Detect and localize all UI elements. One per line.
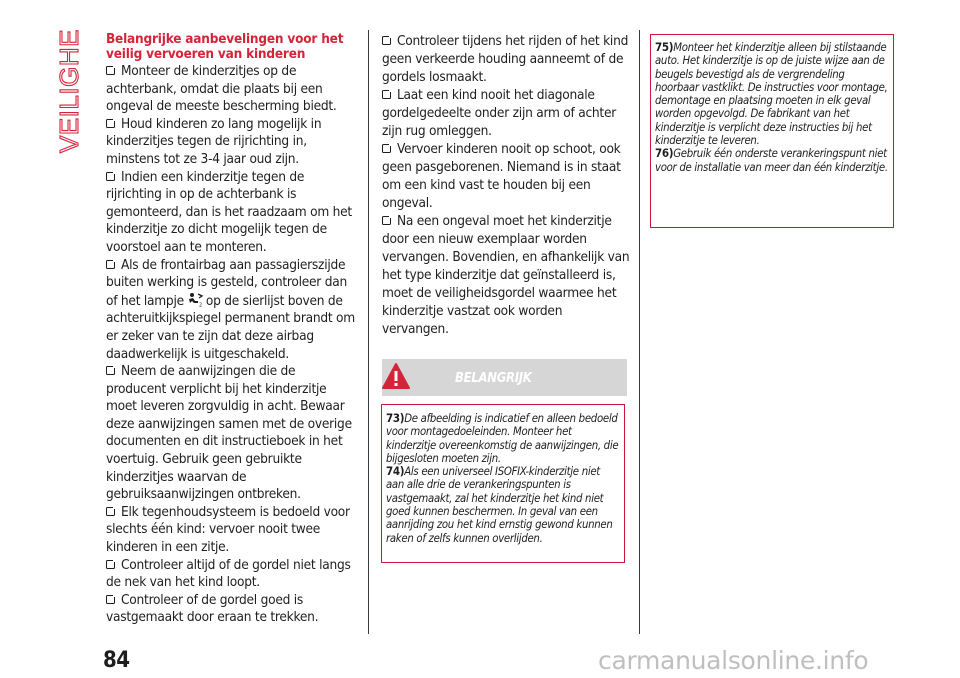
checkbox-icon bbox=[106, 366, 115, 375]
list-item bbox=[106, 63, 358, 116]
checkbox-icon bbox=[106, 119, 115, 128]
warning-title: BELANGRIJK bbox=[455, 371, 532, 386]
section-label-text: VEILIGHEID bbox=[54, 30, 84, 153]
list-item bbox=[106, 504, 358, 557]
item-text: Neem de aanwijzingen die de producent verplicht bij het kinderzitje moet leveren zorgvuldig in acht. Bewaar deze aanwijzingen samen met de overige documenten en dit instructieboek in het voertuig. Gebruik geen gebruikte kinderzitjes waarvan de gebruiksaanwijzingen ontbreken. bbox=[106, 363, 352, 503]
list-item bbox=[382, 212, 630, 338]
warning-note bbox=[386, 412, 619, 465]
heading-line: Belangrijke aanbevelingen voor het bbox=[106, 31, 344, 47]
note-number: 73) bbox=[386, 411, 405, 425]
checkbox-icon bbox=[382, 216, 391, 225]
item-text: Na een ongeval moet het kinderzitje door een nieuw exemplaar worden vervangen. Bovendien, en afhankelijk van het type kinderzitje dat geïnstalleerd is, moet de veiligheidsgordel waarmee het kinderzitje vastzat ook worden vervangen. bbox=[382, 213, 630, 337]
note-number: 76) bbox=[655, 146, 674, 161]
note-text: Monteer het kinderzitje alleen bij stilstaande auto. Het kinderzitje is op de juiste wijze aan de beugels bevestigd als de vergrendeling hoorbaar vastklikt. De instructies voor montage, demontage en plaatsing moeten in elk geval worden opgevolgd. De fabrikant van het kinderzitje is verplicht deze instructies bij het kinderzitje te leveren. bbox=[655, 41, 888, 148]
checkbox-icon bbox=[106, 172, 115, 181]
column-2 bbox=[382, 32, 630, 338]
note-number: 75) bbox=[655, 40, 674, 54]
list-item bbox=[106, 557, 358, 592]
checkbox-icon bbox=[382, 90, 391, 99]
item-text: Indien een kinderzitje tegen de rijrichting in op de achterbank is gemonteerd, dan is het raadzaam om het kinderzitje zo dicht mogelijk tegen de voorstoel aan te monteren. bbox=[106, 168, 352, 255]
section-label bbox=[54, 30, 84, 155]
section-heading bbox=[106, 32, 358, 62]
note-number: 74) bbox=[386, 464, 405, 479]
bullet-list bbox=[106, 63, 358, 627]
item-text: Als de frontairbag aan passagierszijde buiten werking is gesteld, controleer dan of het lampje bbox=[106, 256, 347, 309]
item-text: Vervoer kinderen nooit op schoot, ook geen pasgeborenen. Niemand is in staat om een kind vast te houden bij een ongeval. bbox=[382, 141, 621, 211]
warning-box bbox=[381, 404, 625, 563]
list-item bbox=[382, 86, 630, 140]
notes-box bbox=[650, 34, 894, 228]
warning-note bbox=[386, 465, 619, 545]
checkbox-icon bbox=[382, 36, 391, 45]
note bbox=[655, 147, 888, 174]
list-item bbox=[106, 363, 358, 504]
item-text: Houd kinderen zo lang mogelijk in kinderzitjes tegen de rijrichting in, minstens tot ze 3-4 jaar oud zijn. bbox=[106, 115, 322, 167]
item-text: Elk tegenhoudsysteem is bedoeld voor slechts één kind: vervoer nooit twee kinderen in een zitje. bbox=[106, 503, 350, 556]
warning-triangle-icon bbox=[381, 361, 411, 391]
page-number: 84 bbox=[103, 648, 130, 673]
airbag-off-pictogram-icon bbox=[186, 292, 204, 307]
heading-line: veilig vervoeren van kinderen bbox=[106, 46, 306, 62]
list-item bbox=[382, 32, 630, 86]
checkbox-icon bbox=[106, 595, 115, 604]
bullet-list bbox=[382, 32, 630, 338]
svg-text:2: 2 bbox=[198, 302, 202, 307]
list-item bbox=[106, 169, 358, 257]
checkbox-icon bbox=[106, 560, 115, 569]
column-divider bbox=[639, 30, 640, 634]
note-text: De afbeelding is indicatief en alleen bedoeld voor montagedoeleinden. Monteer het kinderzitje overeenkomstig de aanwijzingen, die bijgesloten moeten zijn. bbox=[386, 412, 619, 465]
item-text: Laat een kind nooit het diagonale gordelgedeelte onder zijn arm of achter zijn rug omleggen. bbox=[382, 87, 617, 139]
checkbox-icon bbox=[106, 66, 115, 75]
note-text: Als een universeel ISOFIX-kinderzitje niet aan alle drie de verankeringspunten is vastgemaakt, zal het kinderzitje het kind niet goed kunnen beschermen. In geval van een aanrijding zou het kind ernstig gewond kunnen raken of zelfs kunnen overlijden. bbox=[386, 465, 613, 545]
item-text: op de sierlijst boven de achteruitkijkspiegel permanent brandt om er zeker van te zijn dat deze airbag daadwerkelijk is uitgeschakeld. bbox=[106, 292, 355, 362]
watermark: carmanualsonline.info bbox=[598, 646, 869, 675]
list-item bbox=[106, 116, 358, 169]
list-item bbox=[382, 140, 630, 212]
checkbox-icon bbox=[106, 260, 115, 269]
item-text: Controleer tijdens het rijden of het kind geen verkeerde houding aanneemt of de gordels losmaakt. bbox=[382, 33, 629, 85]
checkbox-icon bbox=[106, 507, 115, 516]
column-divider bbox=[368, 30, 369, 634]
item-text: Controleer of de gordel goed is vastgemaakt door eraan te trekken. bbox=[106, 591, 319, 626]
list-item bbox=[106, 257, 358, 364]
item-text: Controleer altijd of de gordel niet langs de nek van het kind loopt. bbox=[106, 556, 351, 591]
note-text: Gebruik één onderste verankeringspunt niet voor de installatie van meer dan één kinderzitje. bbox=[655, 147, 888, 174]
item-text: Monteer de kinderzitjes op de achterbank, omdat die plaats bij een ongeval de meeste bescherming biedt. bbox=[106, 63, 337, 115]
list-item bbox=[106, 592, 358, 627]
column-1 bbox=[106, 32, 358, 627]
note bbox=[655, 41, 888, 147]
checkbox-icon bbox=[382, 144, 391, 153]
